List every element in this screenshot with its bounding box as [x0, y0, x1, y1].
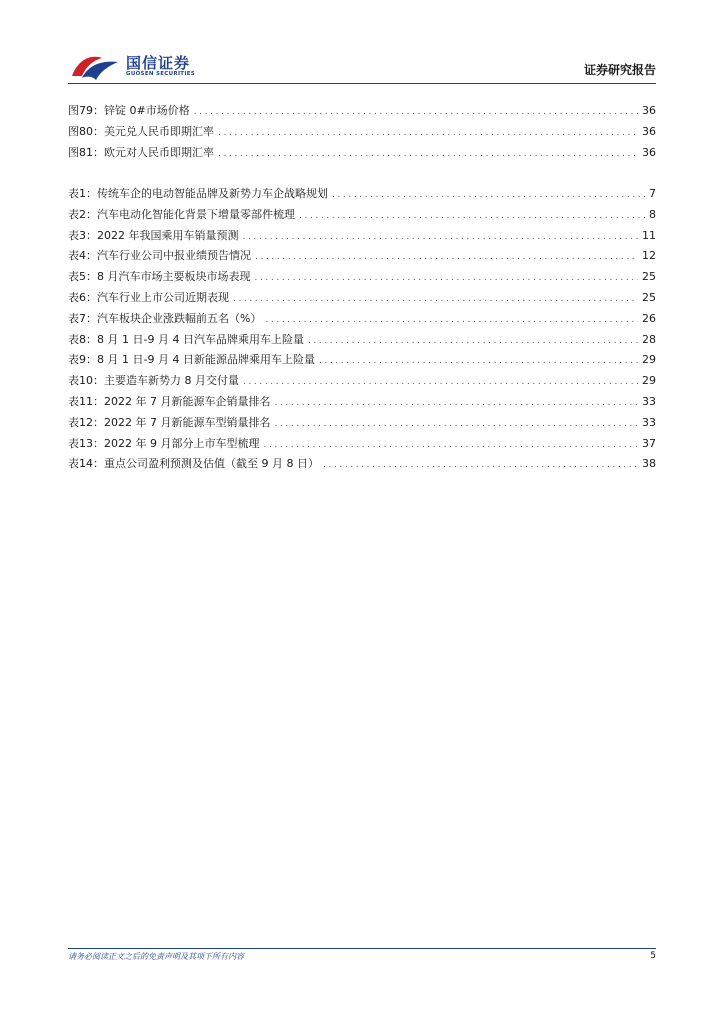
table-index-number: 表7： — [68, 311, 97, 325]
dot-leader — [263, 435, 638, 456]
dot-leader — [323, 455, 638, 476]
table-index-number: 表4： — [68, 249, 97, 263]
table-index-list — [68, 184, 656, 475]
dot-leader — [243, 372, 638, 393]
figure-index-page-number: 36 — [642, 145, 656, 159]
table-index-page-number: 25 — [642, 270, 656, 284]
dot-leader — [218, 144, 638, 165]
table-index-number: 表14： — [68, 457, 104, 471]
table-index-entry[interactable] — [68, 434, 656, 455]
table-index-page-number: 33 — [642, 415, 656, 429]
table-index-page-number: 37 — [642, 436, 656, 450]
figure-index-entry[interactable] — [68, 101, 656, 122]
report-type-label: 证券研究报告 — [583, 63, 656, 77]
table-index-number: 表3： — [68, 228, 97, 242]
table-index-number: 表9： — [68, 353, 97, 367]
table-index-number: 表2： — [68, 207, 97, 221]
figure-index-title: 美元兑人民币即期汇率 — [104, 124, 214, 138]
header-divider — [68, 83, 656, 84]
page-header — [68, 50, 656, 84]
table-index-number: 表1： — [68, 187, 97, 200]
footer-divider — [68, 948, 656, 949]
table-index-entry[interactable] — [68, 288, 656, 309]
table-index-title: 2022 年 9 月部分上市车型梳理 — [104, 436, 260, 450]
figure-index-title: 欧元对人民币即期汇率 — [104, 145, 214, 159]
table-index-number: 表12： — [68, 415, 104, 429]
table-index-title: 2022 年 7 月新能源车企销量排名 — [104, 394, 271, 408]
dot-leader — [274, 414, 638, 435]
table-index-number: 表8： — [68, 332, 97, 346]
dot-leader — [265, 310, 638, 331]
page-number: 5 — [650, 951, 656, 961]
dot-leader — [255, 268, 639, 289]
table-index-title: 汽车行业公司中报业绩预告情况 — [97, 249, 251, 263]
figure-index-entry[interactable] — [68, 122, 656, 143]
table-index-entry[interactable] — [68, 205, 656, 226]
logo-text-cn: 国信证券 — [126, 54, 191, 72]
table-index-entry[interactable] — [68, 246, 656, 267]
table-index-title: 汽车板块企业涨跌幅前五名（%） — [97, 311, 262, 325]
table-index-title: 重点公司盈利预测及估值（截至 9 月 8 日） — [104, 457, 319, 471]
table-index-title: 2022 年 7 月新能源车型销量排名 — [104, 415, 271, 429]
dot-leader — [243, 227, 639, 248]
table-index-title: 8 月汽车市场主要板块市场表现 — [97, 270, 251, 284]
dot-leader — [332, 185, 645, 206]
figure-index-entry[interactable] — [68, 143, 656, 164]
dot-leader — [255, 247, 638, 268]
table-index-page-number: 7 — [649, 187, 656, 200]
table-index-entry[interactable] — [68, 267, 656, 288]
table-index-entry[interactable] — [68, 392, 656, 413]
table-index-entry[interactable] — [68, 350, 656, 371]
figure-index-title: 锌锭 0#市场价格 — [104, 104, 190, 117]
table-index-title: 主要造车新势力 8 月交付量 — [104, 374, 239, 388]
table-index-number: 表10： — [68, 374, 104, 388]
figure-index-number: 图80： — [68, 124, 104, 138]
table-index-entry[interactable] — [68, 184, 656, 205]
table-index-page-number: 8 — [649, 207, 656, 221]
dot-leader — [319, 351, 638, 372]
table-index-page-number: 11 — [642, 228, 656, 242]
dot-leader — [218, 123, 638, 144]
table-index-entry[interactable] — [68, 309, 656, 330]
table-index-entry[interactable] — [68, 413, 656, 434]
table-index-page-number: 33 — [642, 394, 656, 408]
table-index-title: 汽车行业上市公司近期表现 — [97, 290, 229, 304]
table-index-title: 2022 年我国乘用车销量预测 — [97, 228, 239, 242]
figure-index-number: 图79： — [68, 104, 104, 117]
table-index-entry[interactable] — [68, 226, 656, 247]
table-index-title: 8 月 1 日-9 月 4 日新能源品牌乘用车上险量 — [97, 353, 315, 367]
table-index-title: 8 月 1 日-9 月 4 日汽车品牌乘用车上险量 — [97, 332, 304, 346]
dot-leader — [233, 289, 638, 310]
table-index-number: 表11： — [68, 394, 104, 408]
dot-leader — [194, 102, 638, 123]
table-index-page-number: 26 — [642, 311, 656, 325]
guosen-logo-icon — [68, 52, 122, 82]
figure-index-list — [68, 101, 656, 163]
table-index-page-number: 38 — [642, 457, 656, 471]
table-index-number: 表13： — [68, 436, 104, 450]
dot-leader — [299, 206, 645, 227]
dot-leader — [274, 393, 638, 414]
footer-disclaimer: 请务必阅读正文之后的免责声明及其项下所有内容 — [68, 952, 244, 961]
table-index-page-number: 28 — [642, 332, 656, 346]
table-index-entry[interactable] — [68, 330, 656, 351]
table-index-number: 表5： — [68, 270, 97, 284]
table-index-title: 汽车电动化智能化背景下增量零部件梳理 — [97, 207, 295, 221]
figure-index-page-number: 36 — [642, 104, 656, 117]
table-index-page-number: 12 — [642, 249, 656, 263]
figure-index-page-number: 36 — [642, 124, 656, 138]
table-index-title: 传统车企的电动智能品牌及新势力车企战略规划 — [97, 187, 328, 200]
table-index-entry[interactable] — [68, 454, 656, 475]
dot-leader — [308, 331, 638, 352]
logo-text-en: GUOSEN SECURITIES — [126, 71, 196, 77]
table-index-entry[interactable] — [68, 371, 656, 392]
table-index-number: 表6： — [68, 290, 97, 304]
guosen-logo — [68, 50, 208, 84]
figure-index-number: 图81： — [68, 145, 104, 159]
table-index-page-number: 29 — [642, 353, 656, 367]
table-index-page-number: 29 — [642, 374, 656, 388]
table-index-page-number: 25 — [642, 290, 656, 304]
